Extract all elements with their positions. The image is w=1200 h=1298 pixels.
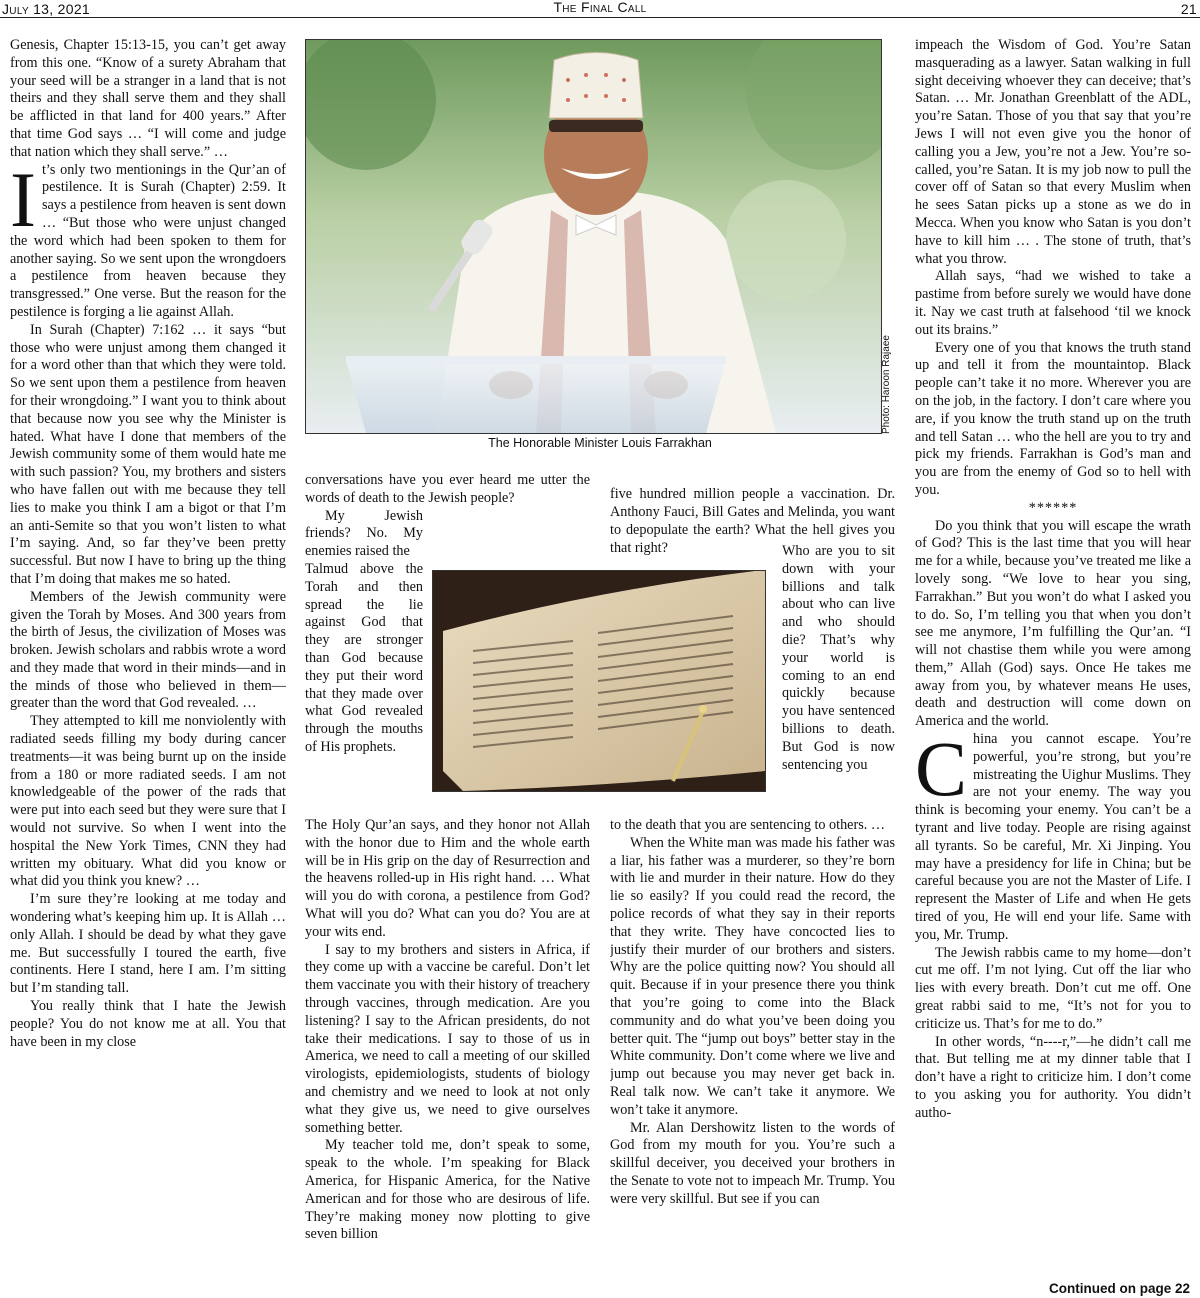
- paragraph: Mr. Alan Dershowitz listen to the words of God from my mouth for you. You’re such a skillful deceiver, you deceived your brothers in the Senate to vote not to impeach Mr. Trump. You were very skillful. But see if you can: [610, 1119, 895, 1207]
- paragraph: Every one of you that knows the truth stand up and tell it from the mountaintop. Black people can’t take it no more. Wherever you are on the job, in the factory. I don’t care where you are, if you know the truth stand up on the truth and tell Satan … who the hell are you to try and pick my friends. Farrakhan is God’s man and you are from the enemy of God so to hell with you.: [915, 339, 1191, 498]
- article-column-4: [915, 37, 1191, 1298]
- article-column-3-bottom: [610, 817, 895, 1298]
- paragraph-dropcap: [915, 725, 1191, 945]
- paragraph: Members of the Jewish community were given the Torah by Moses. And 300 years from the birth of Jesus, the civilization of Moses was broken. Jewish scholars and rabbis wrote a word and they made that word in their minds—and in the minds of those who believed in them—greater than the word that God revealed. …: [10, 588, 286, 712]
- paragraph-dropcap: [10, 155, 286, 322]
- page-number: 21: [1180, 1, 1197, 17]
- paragraph: I say to my brothers and sisters in Africa, if they come up with a vaccine be careful. Don’t let them vaccinate you with their history of treachery through vaccines, through medication. Are you listening? I say to the African presidents, do not take their medications. I say to those of us in America, we need to call a meeting of our skilled virologists, epidemiologists, students of biology and chemistry and we need to look at not only what they give us, we need to give ourselves something better.: [305, 941, 590, 1136]
- continued-on-link[interactable]: Continued on page 22: [1043, 1281, 1190, 1296]
- drop-cap: I: [10, 155, 36, 243]
- paragraph: The Jewish rabbis came to my home—don’t cut me off. I’m not lying. Cut off the liar who lies with every breath. Don’t cut me off. One great rabbi said to me, “It’s not for you to criticize us. That’s for me to do.”: [915, 944, 1191, 1032]
- drop-cap: C: [915, 725, 968, 813]
- paragraph: conversations have you ever heard me utter the words of death to the Jewish people?: [305, 472, 590, 506]
- section-separator: ******: [1028, 499, 1078, 516]
- farrakhan-photo: [305, 39, 882, 434]
- torah-scroll-illustration: [433, 571, 765, 791]
- paragraph: Allah says, “had we wished to take a pastime from before surely we would have done it. Nay we cast truth at falsehood ‘til we knock out its brains.”: [915, 268, 1191, 338]
- paragraph: I’m sure they’re looking at me today and wondering what’s keeping him up. It is Allah … only Allah. I should be dead by what they gave me. But successfully I toured the earth, five continents. Here I stand, here I am. I’m sitting but I’m standing tall.: [10, 891, 286, 997]
- paragraph: When the White man was made his father was a liar, his father was a murderer, so they’re born with lie and murder in their nature. How do they lie so easily? If you could read the record, the police records of what they say in their reports that they write. They have concocted lies to justify their murder of our brothers and sisters. Why are the police quitting now? You should all quit. Because if in your presence there you think that you’re going to come into the Black community and do what you’ve been doing you better quit. The “jump out boys” better stay in the White community. Don’t come where we live and jump out because you may never get back in. Real talk now. We can’t take it anymore. We won’t take it anymore.: [610, 834, 895, 1118]
- paragraph-text: t’s only two mentionings in the Qur’an of pestilence. It is Surah (Chapter) 2:59. It says a pestilence from heaven is sent down … “But those who were unjust changed the word which had been spoken to them for another saying. So we sent upon the wrongdoers a pestilence from heaven because they transgressed.” One verse. But the reason for the pestilence is forging a lie against Allah.: [10, 161, 286, 320]
- article-column-3-wrap: Who are you to sit down with your billions and talk about who can live and who should die? That’s why your world is coming to an end quickly because you have sentenced billions to death. But God is now sentencing you: [782, 543, 895, 773]
- photo-credit: Photo: Haroon Rajaee: [881, 335, 892, 434]
- paragraph: My Jewish friends? No. My enemies raised the: [305, 507, 423, 560]
- paragraph: In other words, “n----r,”—he didn’t call me that. But telling me at my dinner table that I don’t have a right to criticize him. I don’t come to you asking you for authority. You didn’t autho-: [915, 1033, 1191, 1121]
- paragraph: You really think that I hate the Jewish people? You do not know me at all. You that have been in my close: [10, 998, 286, 1050]
- paragraph: impeach the Wisdom of God. You’re Satan masquerading as a lawyer. Satan walking in full sight deceiving whoever they can deceive; that’s Satan. … Mr. Jonathan Greenblatt of the ADL, you’re Satan. Those of you that say that you’re Jews I will not even give you the honor of calling you a Jew, you’re not a Jew. You’re so-called, you’re Satan. It is my job now to pull the cover off of Satan so that every Muslim when he sees Satan picks up a stone as we do in Mecca. When you know who Satan is you don’t have to kill him … . The stone of truth, that’s what you throw.: [915, 37, 1191, 267]
- paragraph: In Surah (Chapter) 7:162 … it says “but those who were unjust among them changed it for a word other than that which they were told. So we sent upon them a pestilence from heaven for their wrongdoing.” I want you to think about that because now you see why the Minister is hated. What have I done that members of the Jewish community some of them would hate me with such passion? You, my brothers and sisters who have fallen out with me because they tell lies to make you think I am a bigot or that I’m an anti-Semite so that you won’t listen to what I’m saying. And, so far they’ve been pretty successful. But now I have to bring up the thing that I’m doing that makes me so hated.: [10, 321, 286, 587]
- paragraph: five hundred million people a vaccination. Dr. Anthony Fauci, Bill Gates and Melinda, you want to depopulate the earth? What the hell gives you that right?: [610, 486, 895, 556]
- article-column-1: [10, 37, 286, 1298]
- issue-date: July 13, 2021: [2, 1, 90, 17]
- paragraph: Do you think that you will escape the wrath of God? This is the last time that you will hear me for a while, because you’ve treated me like a lovely song. “We love to hear you sing, Farrakhan.” But you won’t do what I asked you to do. So, I’m telling you that when you don’t see me anymore, I’m fulfilling the Qur’an. “I will not chastise them while you were among them,” Allah (God) says. Once He takes me away from you, by whatever means He uses, death and destruction will come down on America and the world.: [915, 517, 1191, 730]
- publication-name: The Final Call: [553, 0, 647, 15]
- article-column-2-wrap: Talmud above the Torah and then spread the lie against God that they are stronger than God because they put their word that they made over what God revealed through the mouths of His prophets.: [305, 561, 423, 755]
- paragraph: to the death that you are sentencing to others. …: [610, 817, 886, 833]
- photo-caption: The Honorable Minister Louis Farrakhan: [488, 436, 712, 450]
- article-column-2-bottom: [305, 817, 590, 1298]
- paragraph: They attempted to kill me nonviolently with radiated seeds filling my body during cancer treatments—it was being burnt up on the inside from a 180 or more radiated seeds. I am not knowledgeable of the power of the rads that were put into each seed but they were sure that I would not survive. So when I went into the hospital the New York Times, CNN they had written my obituary. What did you know or what did you think you knew? …: [10, 713, 286, 890]
- paragraph: The Holy Qur’an says, and they honor not Allah with the honor due to Him and the whole earth will be in His grip on the day of Resurrection and the heavens rolled-up in His right hand. … What will you do with corona, a pestilence from God? What will you do? What can you do? You are at your wits end.: [305, 817, 590, 940]
- paragraph-text: hina you cannot escape. You’re powerful, you’re strong, but you’re mistreating the Uighur Muslims. They are not your enemy. The way you think is becoming your enemy. You can’t be a tyrant and live today. People are rising against all tyrants. So be careful, Mr. Xi Jinping. You may have a presidency for life in China; but be careful because you are not the Master of Life. I represent the Master of Life and when He gets tired of you, He will end your life. Same with you, Mr. Trump.: [915, 731, 1191, 943]
- paragraph: My teacher told me, don’t speak to some, speak to the whole. I’m speaking for Black America, for Hispanic America, for the Native American and for those who are desirous of life. They’re making money now plotting to give seven billion: [305, 1137, 590, 1243]
- torah-scroll-photo: [432, 570, 766, 792]
- page-header: [0, 0, 1200, 18]
- paragraph: Genesis, Chapter 15:13-15, you can’t get away from this one. “Know of a surety Abraham that your seed will be a stranger in a land that is not theirs and they shall serve them and they shall be afflicted in that land for 400 years.” After that time God says … “I will come and judge that nation which they shall serve.” …: [10, 37, 286, 160]
- farrakhan-photo-illustration: [306, 40, 881, 433]
- article-column-2-top: [305, 472, 590, 561]
